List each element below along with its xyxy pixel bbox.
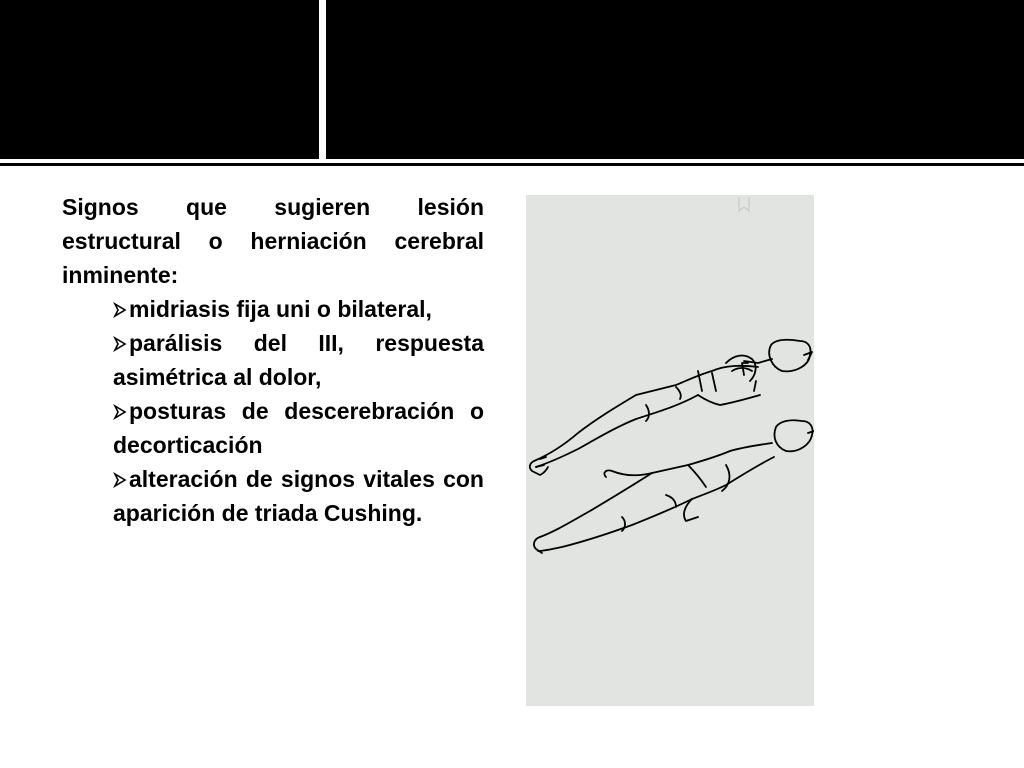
list-item [113,462,484,530]
posture-drawing [526,195,814,706]
arrow-bullet-icon [113,462,129,496]
list-item [113,292,484,326]
intro-text: Signos que sugieren lesión estructural o herniación cerebral inminente: [62,194,484,288]
arrow-bullet-icon [113,394,129,428]
sign-text: alteración de signos vitales con aparición de triada Cushing. [113,466,484,526]
sign-text: parálisis del III, respuesta asimétrica al dolor, [113,330,484,390]
sign-text: posturas de descerebración o decorticación [113,398,484,458]
decorticate-figure [530,340,812,475]
list-item [113,326,484,394]
content-text [62,190,484,530]
arrow-bullet-icon [113,326,129,360]
sign-text: midriasis fija uni o bilateral, [129,296,432,322]
header-bar-right [326,0,1024,159]
bookmark-icon [739,197,749,211]
list-item [113,394,484,462]
decerebrate-figure [534,420,814,553]
header-divider [0,163,1024,166]
signs-list [62,292,484,530]
header-bar-left [0,0,319,159]
posture-illustration [526,195,814,706]
arrow-bullet-icon [113,292,129,326]
